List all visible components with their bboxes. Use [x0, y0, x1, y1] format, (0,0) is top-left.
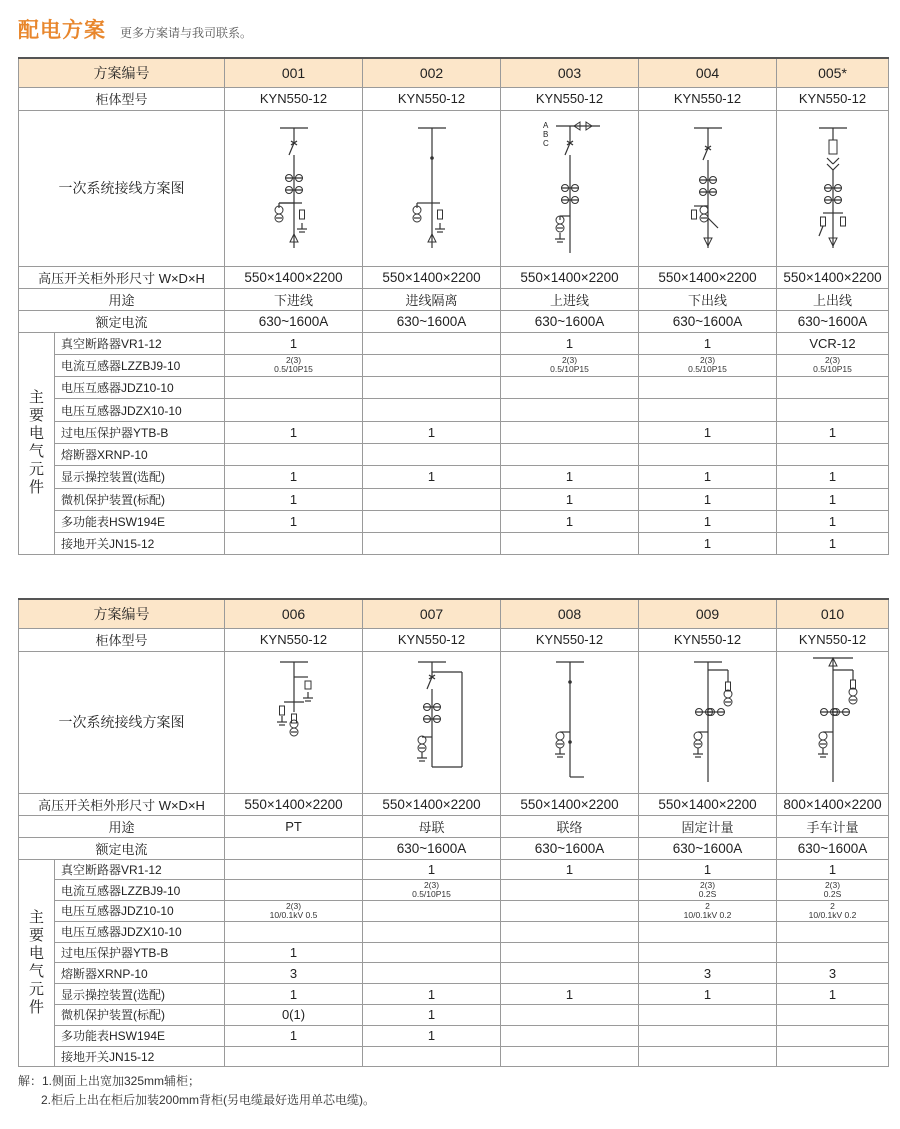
component-name: 真空断路器VR1-12 — [55, 859, 225, 880]
cell-value — [501, 880, 639, 901]
scheme-no: 001 — [225, 58, 363, 87]
dimensions-label: 高压开关柜外形尺寸 W×D×H — [19, 793, 225, 815]
scheme-no: 008 — [501, 599, 639, 628]
diagram-label: 一次系统接线方案图 — [19, 110, 225, 266]
cell-value — [501, 1025, 639, 1046]
cell-value-line: 2(3) — [824, 355, 841, 366]
cell-value: 1 — [639, 332, 777, 354]
diagram-label: 一次系统接线方案图 — [19, 651, 225, 793]
usage: 手车计量 — [777, 815, 889, 837]
cell-value: 3 — [225, 963, 363, 984]
component-name: 熔断器XRNP-10 — [55, 443, 225, 465]
cell-value: 1 — [501, 510, 639, 532]
component-name: 多功能表HSW194E — [55, 1025, 225, 1046]
cell-value: 1 — [501, 488, 639, 510]
cell-value: 1 — [225, 466, 363, 488]
cell-value: 1 — [225, 942, 363, 963]
cell-value — [639, 1025, 777, 1046]
single-line-diagram — [377, 652, 487, 792]
rated-current: 630~1600A — [225, 310, 363, 332]
cell-value — [777, 942, 889, 963]
scheme-no: 010 — [777, 599, 889, 628]
cell-value: 1 — [639, 533, 777, 555]
cell-value — [777, 399, 889, 421]
cell-value: 1 — [501, 859, 639, 880]
single-line-diagram — [515, 118, 625, 258]
cell-value: 1 — [225, 510, 363, 532]
cell-value — [501, 963, 639, 984]
cabinet-model-label: 柜体型号 — [19, 628, 225, 651]
cell-value-line: 0.5/10P15 — [412, 889, 451, 900]
rated-current: 630~1600A — [501, 837, 639, 859]
cell-value — [639, 377, 777, 399]
cell-value: 1 — [363, 421, 501, 443]
cell-value-line: 0.5/10P15 — [813, 364, 852, 375]
cell-value-line: 0.5/10P15 — [688, 364, 727, 375]
scheme-table-1 — [18, 57, 889, 555]
cell-value-line: 2(3) — [561, 355, 578, 366]
component-name: 接地开关JN15-12 — [55, 1046, 225, 1067]
cell-value — [363, 443, 501, 465]
cell-value-line: 2(3) — [699, 355, 716, 366]
usage: 上出线 — [777, 288, 889, 310]
cell-value — [501, 1005, 639, 1026]
dimensions: 550×1400×2200 — [363, 793, 501, 815]
single-line-diagram — [377, 118, 487, 258]
page-header — [18, 14, 252, 44]
cell-value: 1 — [639, 984, 777, 1005]
dimensions: 550×1400×2200 — [639, 266, 777, 288]
cell-value — [777, 1025, 889, 1046]
component-name: 电流互感器LZZBJ9-10 — [55, 880, 225, 901]
usage-label: 用途 — [19, 815, 225, 837]
single-line-diagram — [239, 652, 349, 792]
cell-value — [363, 377, 501, 399]
cell-value — [501, 921, 639, 942]
cell-value-line: 2(3) — [824, 880, 841, 891]
phase-label: B — [543, 129, 549, 139]
rated-current: 630~1600A — [363, 837, 501, 859]
component-name: 电压互感器JDZ10-10 — [55, 901, 225, 922]
cell-value — [363, 354, 501, 376]
cell-value: 1 — [777, 533, 889, 555]
dimensions: 550×1400×2200 — [225, 793, 363, 815]
cabinet-model: KYN550-12 — [501, 87, 639, 110]
cell-value — [225, 399, 363, 421]
scheme-no: 007 — [363, 599, 501, 628]
dimensions: 550×1400×2200 — [501, 793, 639, 815]
cell-value: 1 — [363, 984, 501, 1005]
component-name: 过电压保护器YTB-B — [55, 421, 225, 443]
cell-value: 1 — [639, 510, 777, 532]
cell-value: 1 — [225, 1025, 363, 1046]
cell-value: 1 — [639, 421, 777, 443]
cell-value-line: 10/0.1kV 0.2 — [683, 909, 732, 920]
component-name: 显示操控装置(选配) — [55, 984, 225, 1005]
cabinet-model: KYN550-12 — [639, 628, 777, 651]
cell-value — [777, 921, 889, 942]
cell-value: 1 — [639, 859, 777, 880]
cell-value: 1 — [501, 984, 639, 1005]
rated-current-label: 额定电流 — [19, 310, 225, 332]
cell-value: 1 — [777, 466, 889, 488]
cell-value: 1 — [777, 421, 889, 443]
diagram-cell — [501, 110, 639, 266]
cell-value — [501, 901, 639, 922]
scheme-no: 003 — [501, 58, 639, 87]
phase-label: A — [543, 120, 549, 130]
group-label-char: 元 — [28, 980, 44, 998]
component-name: 过电压保护器YTB-B — [55, 942, 225, 963]
page-subtitle: 更多方案请与我司联系。 — [120, 26, 253, 40]
cabinet-model: KYN550-12 — [363, 87, 501, 110]
cell-value: 1 — [639, 488, 777, 510]
cell-value — [777, 443, 889, 465]
scheme-no: 009 — [639, 599, 777, 628]
cell-value-line: 0.5/10P15 — [550, 364, 589, 375]
page-title: 配电方案 — [18, 19, 106, 42]
cell-value — [363, 399, 501, 421]
cell-value: 1 — [777, 984, 889, 1005]
cell-value: 1 — [363, 859, 501, 880]
cell-value: 1 — [363, 1025, 501, 1046]
cabinet-model: KYN550-12 — [501, 628, 639, 651]
cell-value: 3 — [639, 963, 777, 984]
cell-value — [363, 1046, 501, 1067]
cell-value — [225, 921, 363, 942]
cell-value — [639, 399, 777, 421]
usage: PT — [225, 815, 363, 837]
cell-value-line: 10/0.1kV 0.2 — [808, 909, 857, 920]
cell-value: 1 — [225, 421, 363, 443]
cell-value — [225, 443, 363, 465]
cabinet-model: KYN550-12 — [777, 87, 889, 110]
notes — [18, 1072, 375, 1110]
component-name: 微机保护装置(标配) — [55, 1005, 225, 1026]
diagram-cell — [363, 110, 501, 266]
dimensions: 550×1400×2200 — [501, 266, 639, 288]
group-label-char: 元 — [28, 461, 44, 479]
scheme-no-label: 方案编号 — [19, 58, 225, 87]
diagram-cell — [639, 651, 777, 793]
cell-value — [501, 421, 639, 443]
single-line-diagram — [515, 652, 625, 792]
usage: 母联 — [363, 815, 501, 837]
dimensions: 550×1400×2200 — [777, 266, 889, 288]
scheme-no: 005* — [777, 58, 889, 87]
cell-value-line: 2(3) — [285, 900, 302, 911]
cell-value — [501, 399, 639, 421]
cell-value — [639, 921, 777, 942]
cell-value — [777, 1046, 889, 1067]
usage: 上进线 — [501, 288, 639, 310]
dimensions-label: 高压开关柜外形尺寸 W×D×H — [19, 266, 225, 288]
phase-label: C — [543, 138, 549, 148]
diagram-cell — [777, 110, 889, 266]
single-line-diagram — [239, 118, 349, 258]
cell-value — [225, 533, 363, 555]
component-name: 电流互感器LZZBJ9-10 — [55, 354, 225, 376]
component-name: 接地开关JN15-12 — [55, 533, 225, 555]
cell-value — [363, 942, 501, 963]
cell-value-line: 0.5/10P15 — [274, 364, 313, 375]
rated-current-label: 额定电流 — [19, 837, 225, 859]
cell-value-line: 2 — [705, 900, 710, 911]
cell-value — [501, 443, 639, 465]
cabinet-model: KYN550-12 — [363, 628, 501, 651]
diagram-cell — [639, 110, 777, 266]
rated-current: 630~1600A — [639, 310, 777, 332]
cell-value — [501, 1046, 639, 1067]
rated-current: 630~1600A — [363, 310, 501, 332]
cell-value — [639, 1046, 777, 1067]
cell-value: 1 — [225, 488, 363, 510]
cell-value-line: 0.2S — [823, 889, 842, 900]
rated-current — [225, 837, 363, 859]
cell-value-line: 10/0.1kV 0.5 — [269, 909, 318, 920]
cell-value: 1 — [777, 488, 889, 510]
usage: 进线隔离 — [363, 288, 501, 310]
group-label-char: 要 — [28, 407, 44, 425]
cell-value: 1 — [225, 984, 363, 1005]
cell-value — [501, 377, 639, 399]
cell-value — [363, 901, 501, 922]
cell-value — [363, 963, 501, 984]
dimensions: 550×1400×2200 — [363, 266, 501, 288]
cell-value — [639, 942, 777, 963]
note-1: 解：1.侧面上出宽加325mm辅柜； — [18, 1074, 201, 1088]
group-label-char: 电 — [28, 425, 44, 443]
cell-value: 1 — [639, 466, 777, 488]
cell-value: 0(1) — [225, 1005, 363, 1026]
usage: 下进线 — [225, 288, 363, 310]
component-name: 多功能表HSW194E — [55, 510, 225, 532]
cell-value — [363, 488, 501, 510]
cell-value — [225, 1046, 363, 1067]
component-name: 真空断路器VR1-12 — [55, 332, 225, 354]
component-name: 电压互感器JDZX10-10 — [55, 921, 225, 942]
cell-value: 1 — [777, 510, 889, 532]
cell-value-line: 0.2S — [698, 889, 717, 900]
cell-value-line: 2 — [830, 900, 835, 911]
component-name: 显示操控装置(选配) — [55, 466, 225, 488]
cell-value — [363, 332, 501, 354]
usage: 联络 — [501, 815, 639, 837]
single-line-diagram — [778, 652, 888, 792]
cell-value: 1 — [363, 1005, 501, 1026]
cell-value: 3 — [777, 963, 889, 984]
diagram-cell — [777, 651, 889, 793]
diagram-cell — [225, 110, 363, 266]
diagram-cell — [501, 651, 639, 793]
cell-value — [639, 1005, 777, 1026]
cell-value — [777, 1005, 889, 1026]
group-label-char: 气 — [28, 962, 44, 980]
cell-value: 1 — [501, 466, 639, 488]
single-line-diagram — [778, 118, 888, 258]
cell-value-line: 2(3) — [699, 880, 716, 891]
group-label-char: 主 — [28, 908, 44, 926]
rated-current: 630~1600A — [777, 837, 889, 859]
main-components-group-label — [19, 859, 55, 1067]
cabinet-model: KYN550-12 — [225, 87, 363, 110]
group-label-char: 件 — [28, 998, 44, 1016]
single-line-diagram — [653, 652, 763, 792]
diagram-cell — [363, 651, 501, 793]
group-label-char: 要 — [28, 926, 44, 944]
rated-current: 630~1600A — [777, 310, 889, 332]
dimensions: 550×1400×2200 — [639, 793, 777, 815]
cell-value — [501, 942, 639, 963]
dimensions: 550×1400×2200 — [225, 266, 363, 288]
cell-value-line: 2(3) — [423, 880, 440, 891]
usage: 下出线 — [639, 288, 777, 310]
cell-value — [363, 533, 501, 555]
cabinet-model-label: 柜体型号 — [19, 87, 225, 110]
group-label-char: 主 — [28, 389, 44, 407]
rated-current: 630~1600A — [639, 837, 777, 859]
rated-current: 630~1600A — [501, 310, 639, 332]
cell-value — [363, 921, 501, 942]
scheme-no: 006 — [225, 599, 363, 628]
cell-value-line: 2(3) — [285, 355, 302, 366]
cell-value: VCR-12 — [777, 332, 889, 354]
diagram-cell — [225, 651, 363, 793]
component-name: 熔断器XRNP-10 — [55, 963, 225, 984]
phase-labels — [543, 121, 549, 148]
cell-value: 1 — [225, 332, 363, 354]
cabinet-model: KYN550-12 — [777, 628, 889, 651]
dimensions: 800×1400×2200 — [777, 793, 889, 815]
cell-value — [225, 859, 363, 880]
cell-value — [639, 443, 777, 465]
cell-value: 1 — [501, 332, 639, 354]
single-line-diagram — [653, 118, 763, 258]
cell-value — [501, 533, 639, 555]
group-label-char: 件 — [28, 479, 44, 497]
scheme-table-2 — [18, 598, 889, 1067]
scheme-no-label: 方案编号 — [19, 599, 225, 628]
component-name: 电压互感器JDZX10-10 — [55, 399, 225, 421]
component-name: 微机保护装置(标配) — [55, 488, 225, 510]
component-name: 电压互感器JDZ10-10 — [55, 377, 225, 399]
cell-value: 1 — [363, 466, 501, 488]
usage-label: 用途 — [19, 288, 225, 310]
main-components-group-label — [19, 332, 55, 555]
scheme-no: 002 — [363, 58, 501, 87]
group-label-char: 气 — [28, 443, 44, 461]
usage: 固定计量 — [639, 815, 777, 837]
scheme-no: 004 — [639, 58, 777, 87]
cell-value: 1 — [777, 859, 889, 880]
cell-value — [777, 377, 889, 399]
cell-value — [363, 510, 501, 532]
cell-value — [225, 377, 363, 399]
cabinet-model: KYN550-12 — [225, 628, 363, 651]
group-label-char: 电 — [28, 944, 44, 962]
cabinet-model: KYN550-12 — [639, 87, 777, 110]
note-2: 2.柜后上出在柜后加装200mm背柜(另电缆最好选用单芯电缆)。 — [41, 1093, 376, 1107]
cell-value — [225, 880, 363, 901]
